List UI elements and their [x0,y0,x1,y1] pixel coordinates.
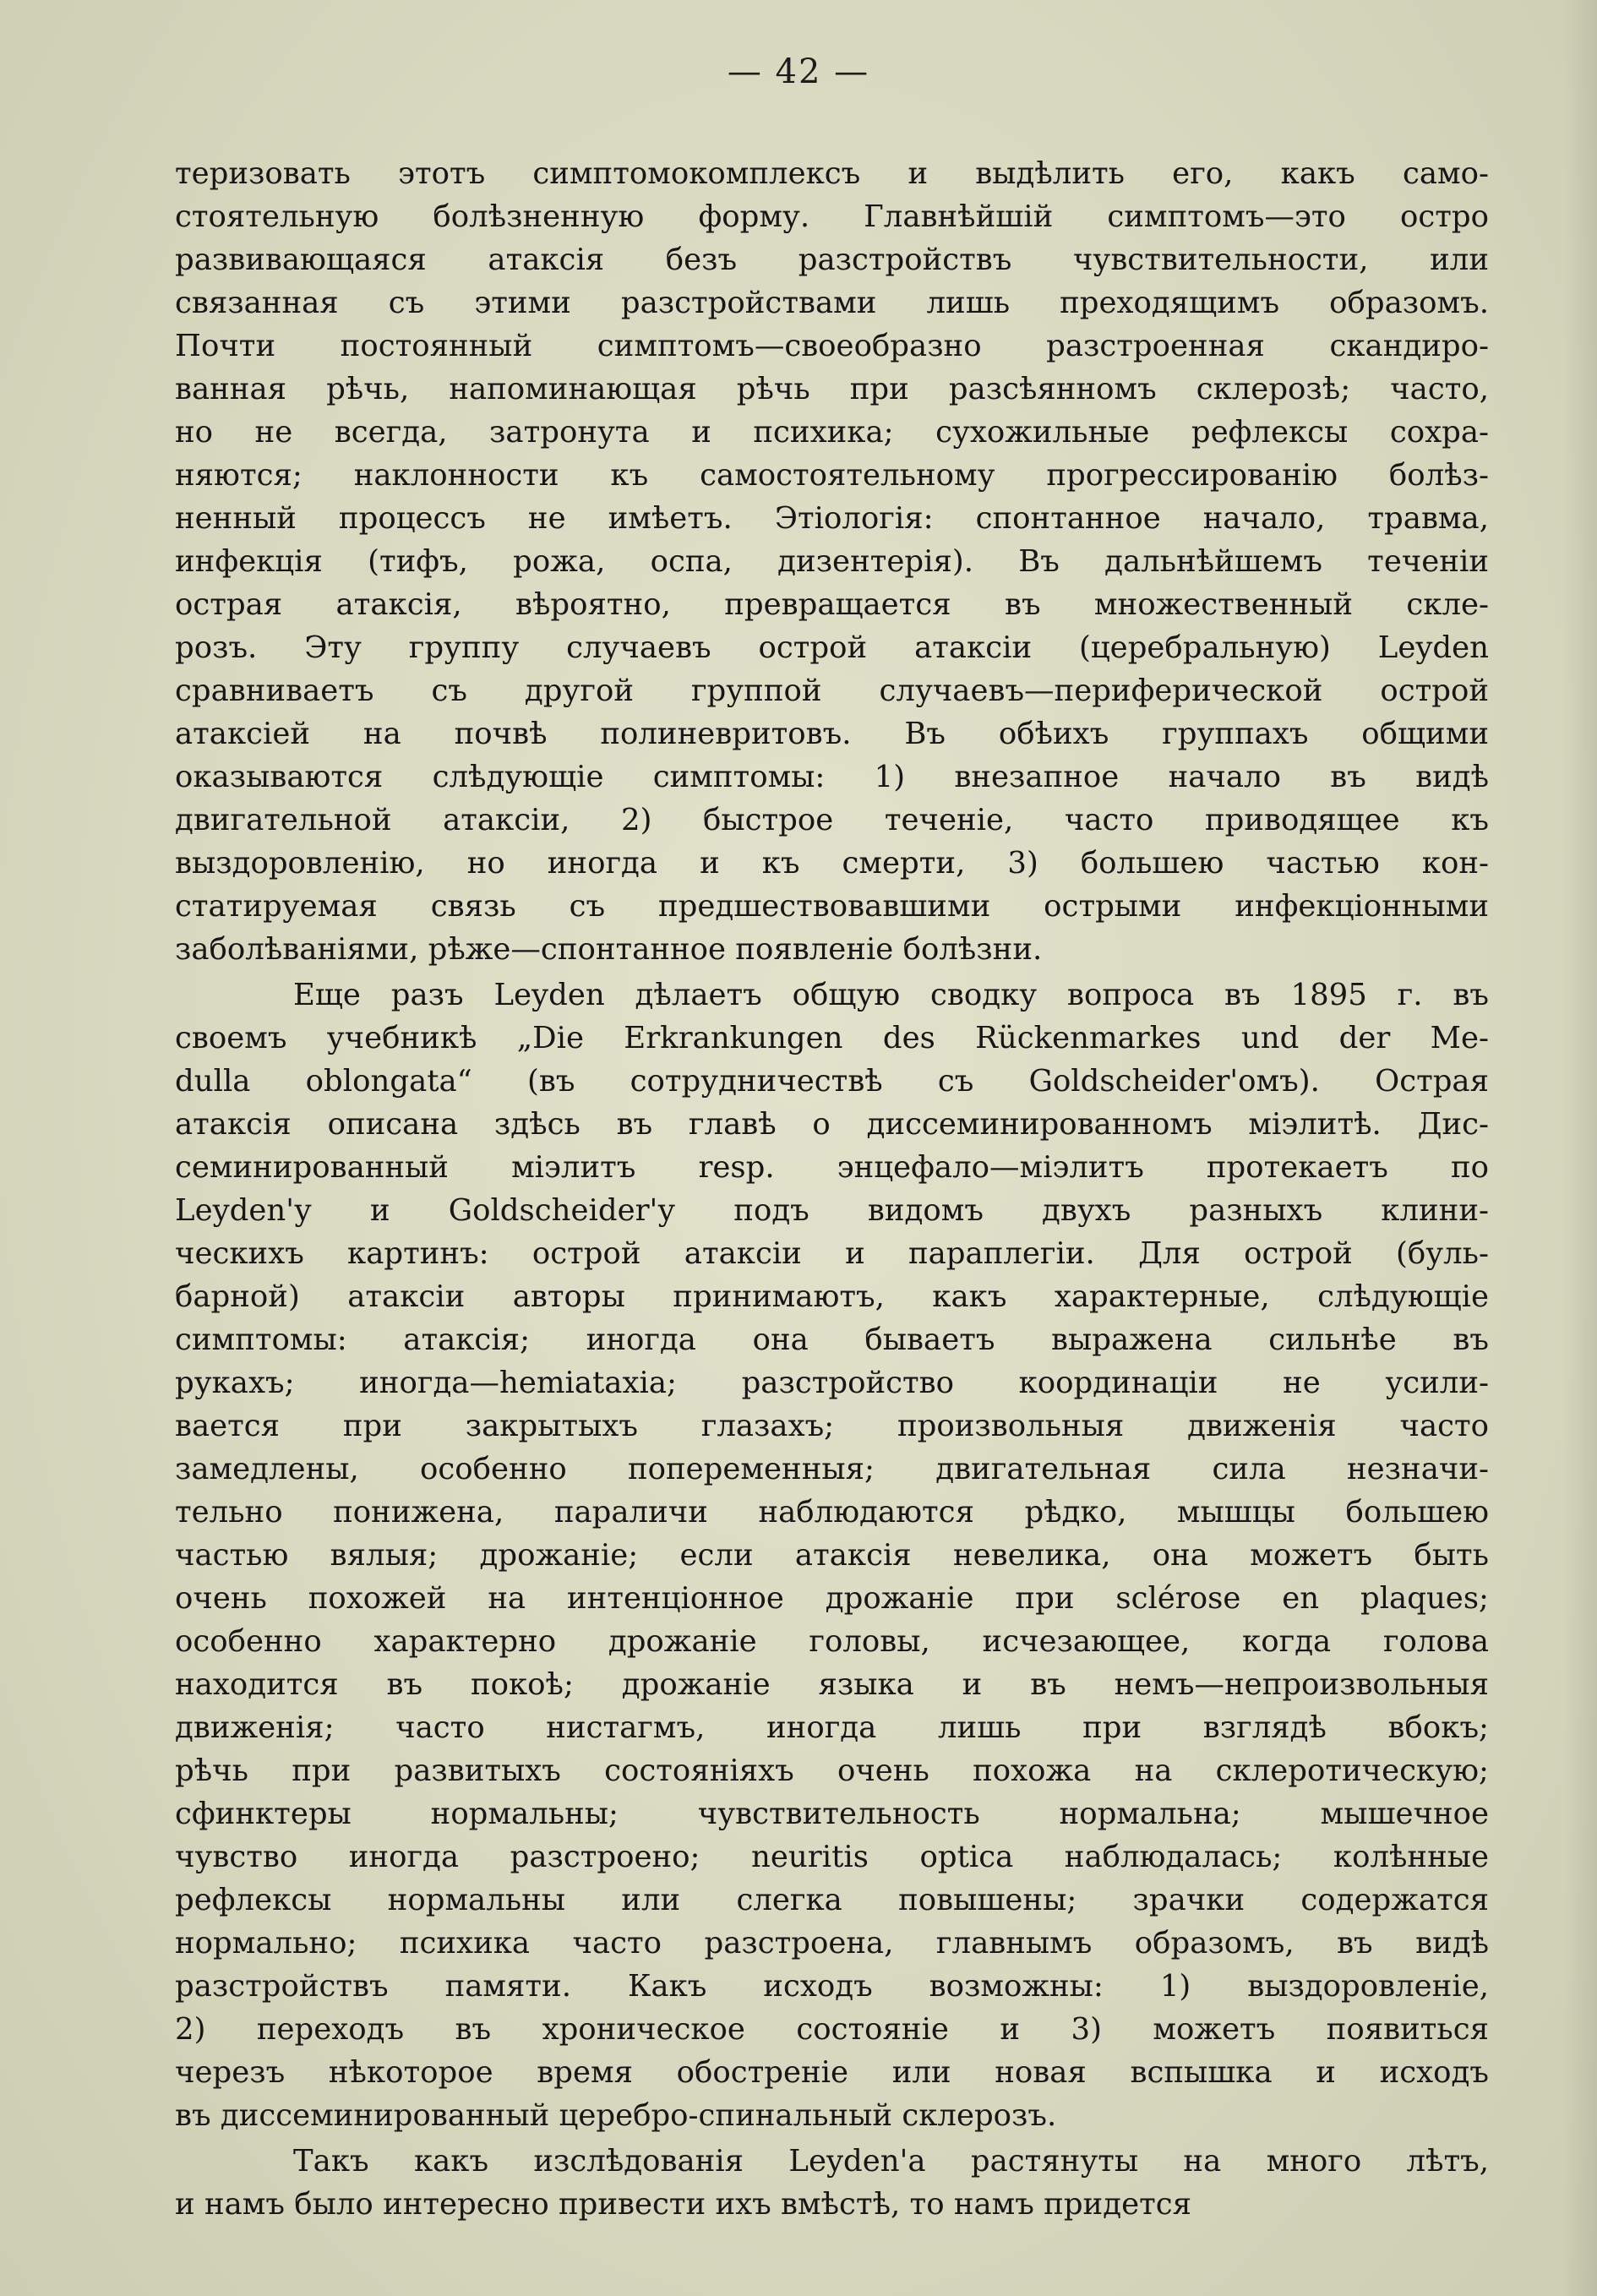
text-line: Leyden'у и Goldscheider'у подъ видомъ двухъ разныхъ клини- [175,1193,1489,1228]
text-line: двигательной атаксіи, 2) быстрое теченіе, часто приводящее къ [175,803,1489,837]
text-line: находится въ покоѣ; дрожаніе языка и въ немъ—непроизвольныя [175,1667,1489,1702]
page-number: — 42 — [727,52,870,91]
text-line: сфинктеры нормальны; чувствительность нормальна; мышечное [175,1797,1489,1831]
text-line: въ диссеминированный церебро-спинальный склерозъ. [175,2098,1057,2133]
text-line: чувство иногда разстроено; neuritis optica наблюдалась; колѣнные [175,1840,1489,1874]
text-line: сравниваетъ съ другой группой случаевъ—периферической острой [175,674,1489,708]
text-line: семинированный міэлитъ resp. энцефало—міэлитъ протекаетъ по [175,1150,1489,1185]
text-line: Такъ какъ изслѣдованія Leyden'а растянуты на много лѣтъ, [293,2144,1489,2179]
body-text [175,152,1489,2228]
text-line: 2) переходъ въ хроническое состояніе и 3) можетъ появиться [175,2012,1489,2047]
text-line: теризовать этотъ симптомокомплексъ и выдѣлить его, какъ само- [175,156,1489,191]
text-line: очень похожей на интенціонное дрожаніе при sclérose en plaques; [175,1581,1489,1616]
text-line: рѣчь при развитыхъ состояніяхъ очень похожа на склеротическую; [175,1753,1489,1788]
text-line: Почти постоянный симптомъ—своеобразно разстроенная скандиро- [175,329,1489,363]
text-line: инфекція (тифъ, рожа, оспа, дизентерія). Въ дальнѣйшемъ теченіи [175,544,1489,579]
text-line: статируемая связь съ предшествовавшими острыми инфекціонными [175,889,1489,924]
text-line: ванная рѣчь, напоминающая рѣчь при разсѣянномъ склерозѣ; часто, [175,372,1489,406]
text-line: частью вялыя; дрожаніе; если атаксія невелика, она можетъ быть [175,1538,1489,1573]
text-line: рукахъ; иногда—hemiataxia; разстройство координаціи не усили- [175,1366,1489,1400]
text-line: тельно понижена, параличи наблюдаются рѣдко, мышцы большею [175,1495,1489,1530]
text-line: разстройствъ памяти. Какъ исходъ возможны: 1) выздоровленіе, [175,1969,1489,2004]
text-line: черезъ нѣкоторое время обостреніе или новая вспышка и исходъ [175,2055,1489,2090]
text-line: оказываются слѣдующіе симптомы: 1) внезапное начало въ видѣ [175,760,1489,794]
text-line: замедлены, особенно попеременныя; двигательная сила незначи- [175,1452,1489,1486]
text-line: рефлексы нормальны или слегка повышены; зрачки содержатся [175,1883,1489,1917]
text-line: заболѣваніями, рѣже—спонтанное появленіе болѣзни. [175,932,1043,967]
text-line: своемъ учебникѣ „Die Erkrankungen des Rückenmarkes und der Me- [175,1021,1489,1055]
text-line: ненный процессъ не имѣетъ. Этіологія: спонтанное начало, травма, [175,501,1489,536]
text-line: но не всегда, затронута и психика; сухожильные рефлексы сохра- [175,415,1489,450]
paragraph [175,973,1489,2137]
text-line: симптомы: атаксія; иногда она бываетъ выражена сильнѣе въ [175,1323,1489,1357]
paragraph [175,2140,1489,2226]
text-line: и намъ было интересно привести ихъ вмѣстѣ, то намъ придется [175,2187,1191,2222]
text-line: ческихъ картинъ: острой атаксіи и параплегіи. Для острой (буль- [175,1236,1489,1271]
text-line: барной) атаксіи авторы принимаютъ, какъ характерные, слѣдующіе [175,1279,1489,1314]
text-line: розъ. Эту группу случаевъ острой атаксіи (церебральную) Leyden [175,630,1489,665]
text-line: нормально; психика часто разстроена, главнымъ образомъ, въ видѣ [175,1926,1489,1961]
text-line: острая атаксія, вѣроятно, превращается въ множественный скле- [175,587,1489,622]
text-line: атаксія описана здѣсь въ главѣ о диссеминированномъ міэлитѣ. Дис- [175,1107,1489,1142]
text-line: особенно характерно дрожаніе головы, исчезающее, когда голова [175,1624,1489,1659]
text-line: выздоровленію, но иногда и къ смерти, 3) большею частью кон- [175,846,1489,881]
text-line: вается при закрытыхъ глазахъ; произвольныя движенія часто [175,1409,1489,1443]
text-line: связанная съ этими разстройствами лишь преходящимъ образомъ. [175,286,1489,320]
text-line: движенія; часто нистагмъ, иногда лишь при взглядѣ вбокъ; [175,1710,1489,1745]
text-line: атаксіей на почвѣ полиневритовъ. Въ обѣихъ группахъ общими [175,717,1489,751]
text-line: развивающаяся атаксія безъ разстройствъ чувствительности, или [175,243,1489,277]
text-line: dulla oblongata“ (въ сотрудничествѣ съ Goldscheider'омъ). Острая [175,1064,1489,1099]
text-line: няются; наклонности къ самостоятельному прогрессированію болѣз- [175,458,1489,493]
paragraph [175,152,1489,971]
page-edge-shadow [1563,0,1597,2296]
text-line: стоятельную болѣзненную форму. Главнѣйшій симптомъ—это остро [175,199,1489,234]
text-line: Еще разъ Leyden дѣлаетъ общую сводку вопроса въ 1895 г. въ [293,978,1489,1012]
